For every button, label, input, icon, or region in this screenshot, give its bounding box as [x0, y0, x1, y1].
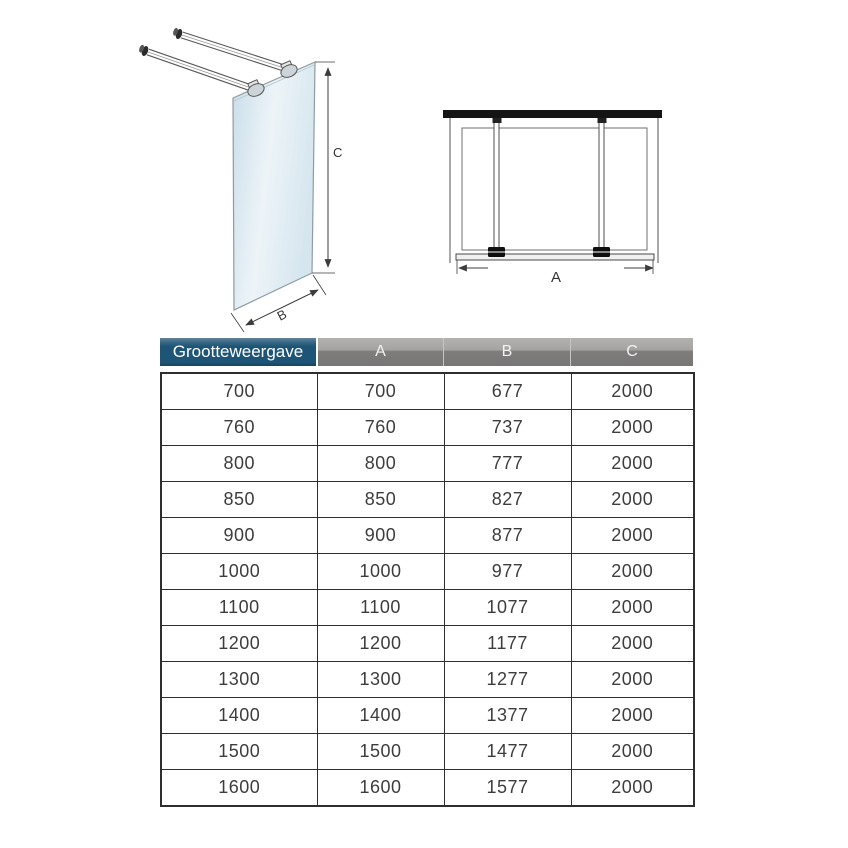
table-cell: 900: [161, 518, 317, 554]
table-cell: 677: [444, 373, 571, 410]
dimension-label-a: A: [550, 269, 562, 286]
table-cell: 1300: [161, 662, 317, 698]
header-col-b: B: [443, 338, 570, 366]
table-cell: 850: [161, 482, 317, 518]
support-bar-top-view: [598, 118, 607, 254]
table-cell: 800: [317, 446, 444, 482]
table-cell: 1400: [317, 698, 444, 734]
table-cell: 1077: [444, 590, 571, 626]
size-table-body: [160, 372, 695, 807]
support-bar-top-view: [493, 118, 502, 254]
header-size-display: Grootteweergave: [160, 338, 316, 366]
size-table: [160, 338, 693, 807]
table-cell: 2000: [571, 482, 694, 518]
table-cell: 2000: [571, 410, 694, 446]
table-row: [161, 373, 694, 410]
table-row: [161, 698, 694, 734]
table-cell: 1477: [444, 734, 571, 770]
table-cell: 827: [444, 482, 571, 518]
table-cell: 1600: [161, 770, 317, 807]
table-cell: 1000: [317, 554, 444, 590]
table-cell: 1400: [161, 698, 317, 734]
table-cell: 2000: [571, 554, 694, 590]
table-row: [161, 734, 694, 770]
table-cell: 2000: [571, 698, 694, 734]
table-cell: 2000: [571, 518, 694, 554]
table-cell: 1500: [161, 734, 317, 770]
inner-frame: [462, 128, 647, 250]
table-cell: 1200: [317, 626, 444, 662]
table-row: [161, 770, 694, 807]
bottom-rail: [456, 254, 654, 260]
table-cell: 760: [317, 410, 444, 446]
table-cell: 1600: [317, 770, 444, 807]
table-row: [161, 446, 694, 482]
table-cell: 700: [161, 373, 317, 410]
table-cell: 2000: [571, 373, 694, 410]
table-cell: 1100: [317, 590, 444, 626]
glass-panel: [233, 62, 315, 310]
table-cell: 2000: [571, 446, 694, 482]
table-row: [161, 518, 694, 554]
table-row: [161, 410, 694, 446]
bar-clamp-icon: [488, 247, 505, 257]
table-cell: 700: [317, 373, 444, 410]
table-row: [161, 662, 694, 698]
table-cell: 1577: [444, 770, 571, 807]
table-cell: 2000: [571, 662, 694, 698]
table-cell: 737: [444, 410, 571, 446]
table-cell: 1277: [444, 662, 571, 698]
table-cell: 1300: [317, 662, 444, 698]
table-cell: 1177: [444, 626, 571, 662]
table-cell: 977: [444, 554, 571, 590]
table-cell: 877: [444, 518, 571, 554]
table-cell: 800: [161, 446, 317, 482]
table-cell: 2000: [571, 770, 694, 807]
wall-profile-bar: [443, 110, 662, 118]
table-cell: 760: [161, 410, 317, 446]
table-header: [160, 338, 693, 366]
table-cell: 1100: [161, 590, 317, 626]
top-view-diagram: [435, 95, 700, 295]
table-cell: 2000: [571, 734, 694, 770]
header-col-c: C: [570, 338, 693, 366]
dimension-c: [312, 62, 335, 273]
table-cell: 1200: [161, 626, 317, 662]
table-row: [161, 482, 694, 518]
bar-clamp-icon: [593, 247, 610, 257]
table-cell: 1500: [317, 734, 444, 770]
table-cell: 1377: [444, 698, 571, 734]
table-cell: 2000: [571, 590, 694, 626]
table-cell: 900: [317, 518, 444, 554]
dimension-label-b: B: [274, 306, 290, 324]
table-cell: 850: [317, 482, 444, 518]
perspective-diagram: [130, 25, 360, 335]
table-cell: 777: [444, 446, 571, 482]
header-col-a: A: [375, 343, 386, 360]
table-row: [161, 626, 694, 662]
table-row: [161, 554, 694, 590]
table-cell: 1000: [161, 554, 317, 590]
table-cell: 2000: [571, 626, 694, 662]
table-row: [161, 590, 694, 626]
dimension-label-c: C: [333, 145, 343, 160]
table-header-gray: [318, 338, 693, 366]
glass-outline: [450, 118, 658, 263]
